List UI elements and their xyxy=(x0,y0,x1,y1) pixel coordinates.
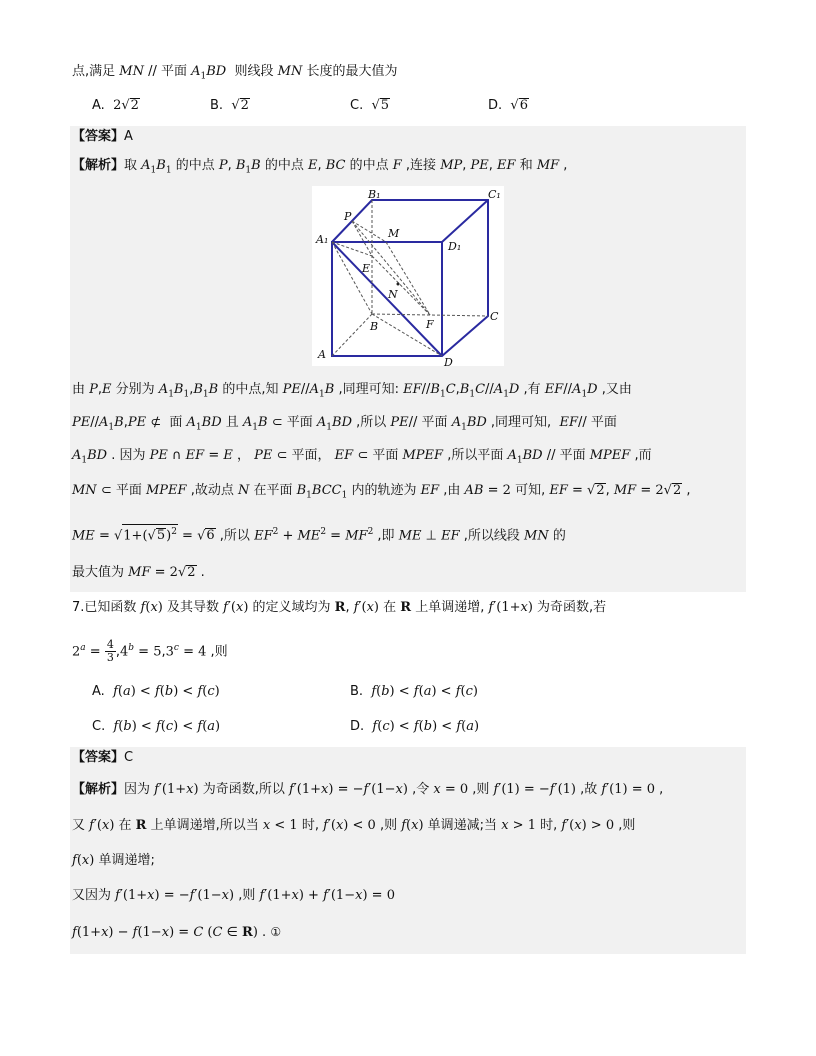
label-d1: D₁ xyxy=(448,240,462,253)
q7-option-d: D. f(c) < f(b) < f(a) xyxy=(350,719,480,734)
label-b: B xyxy=(370,320,379,333)
q6-option-c: C. √5 xyxy=(350,98,390,113)
cube-diagram xyxy=(312,186,504,366)
q7-stem-2: $2^a$ = $\frac{4}{3}$ ,4$^b$ = 5,3$^c$ = 4 ,则 xyxy=(72,638,228,665)
label-n: N xyxy=(388,288,398,301)
q6-stem-end: 点,满足 MN // 平面 $A_1BD$ 则线段 MN 长度的最大值为 xyxy=(72,64,398,82)
q6-option-d: D. √6 xyxy=(488,98,528,113)
q6-answer: 【答案】A xyxy=(72,129,133,144)
label-d: D xyxy=(444,356,453,366)
q7-answer: 【答案】C xyxy=(72,750,134,765)
q7-option-c: C. f(b) < f(c) < f(a) xyxy=(92,719,221,734)
q6-option-a: A. 2√2 xyxy=(92,98,139,113)
cube-figure xyxy=(312,186,504,366)
label-f: F xyxy=(426,318,434,331)
q6-analysis-line-6: 最大值为 MF = 2√2 . xyxy=(72,565,205,580)
q6-analysis-intro: 【解析】取 $A_1B_1$ 的中点 P, $B_1B$ 的中点 E, BC 的中点 F ,连接 MP, PE, EF 和 MF , xyxy=(72,158,568,176)
q7-analysis-line-2: 又 f′(x) 在 R 上单调递增,所以当 x < 1 时, f′(x) < 0 ,则 f(x) 单调递减;当 x > 1 时, f′(x) > 0 ,则 xyxy=(72,818,636,833)
q6-option-b: B. √2 xyxy=(210,98,249,113)
q6-analysis-line-3: $A_1BD$ . 因为 PE ∩ EF = E ， PE ⊂ 平面， EF ⊂ 平面 MPEF ,所以平面 $A_1BD$ // 平面 MPEF ,而 xyxy=(72,448,652,466)
label-a: A xyxy=(318,348,326,361)
q6-analysis-line-4: MN ⊂ 平面 MPEF ,故动点 N 在平面 $B_1BCC_1$ 内的轨迹为 EF ,由 AB = 2 可知, EF = √2, MF = 2√2 , xyxy=(72,483,691,501)
label-c: C xyxy=(490,310,499,323)
q6-analysis-line-2: $PE//A_1B,PE$ ⊄ 面 $A_1BD$ 且 $A_1B$ ⊂ 平面 $A_1BD$ ,所以 PE// 平面 $A_1BD$ ,同理可知, EF// 平面 xyxy=(72,415,617,433)
q7-analysis-line-3: f(x) 单调递增; xyxy=(72,853,155,868)
label-p: P xyxy=(344,210,352,223)
q7-stem: 7.已知函数 f(x) 及其导数 f′(x) 的定义域均为 R, f′(x) 在 R 上单调递增, f′(1+x) 为奇函数,若 xyxy=(72,600,607,615)
q6-analysis-line-5: ME = $√1+(√5)^2 = √6$ ,所以 $EF^2 + ME^2 = MF^2$ ,即 ME ⊥ EF ,所以线段 MN 的 xyxy=(72,522,566,546)
q7-analysis-line-5: f(1+x) − f(1−x) = C (C ∈ R) . ① xyxy=(72,925,282,940)
label-a1: A₁ xyxy=(316,233,329,246)
q7-analysis-line-1: 【解析】因为 f′(1+x) 为奇函数,所以 f′(1+x) = −f′(1−x) ,令 x = 0 ,则 f′(1) = −f′(1) ,故 f′(1) = 0 , xyxy=(72,782,664,797)
q7-option-a: A. f(a) < f(b) < f(c) xyxy=(92,684,220,699)
label-b1: B₁ xyxy=(368,188,381,201)
q7-option-b: B. f(b) < f(a) < f(c) xyxy=(350,684,478,699)
label-c1: C₁ xyxy=(488,188,501,201)
q6-analysis-line-1: 由 P,E 分别为 $A_1B_1,B_1B$ 的中点,知 $PE//A_1B$ ,同理可知: $EF//B_1C,B_1C//A_1D$ ,有 $EF//A_1D$ ,又由 xyxy=(72,382,632,400)
label-e: E xyxy=(362,262,371,275)
q7-analysis-line-4: 又因为 f′(1+x) = −f′(1−x) ,则 f′(1+x) + f′(1−x) = 0 xyxy=(72,888,395,903)
label-m: M xyxy=(388,227,400,240)
